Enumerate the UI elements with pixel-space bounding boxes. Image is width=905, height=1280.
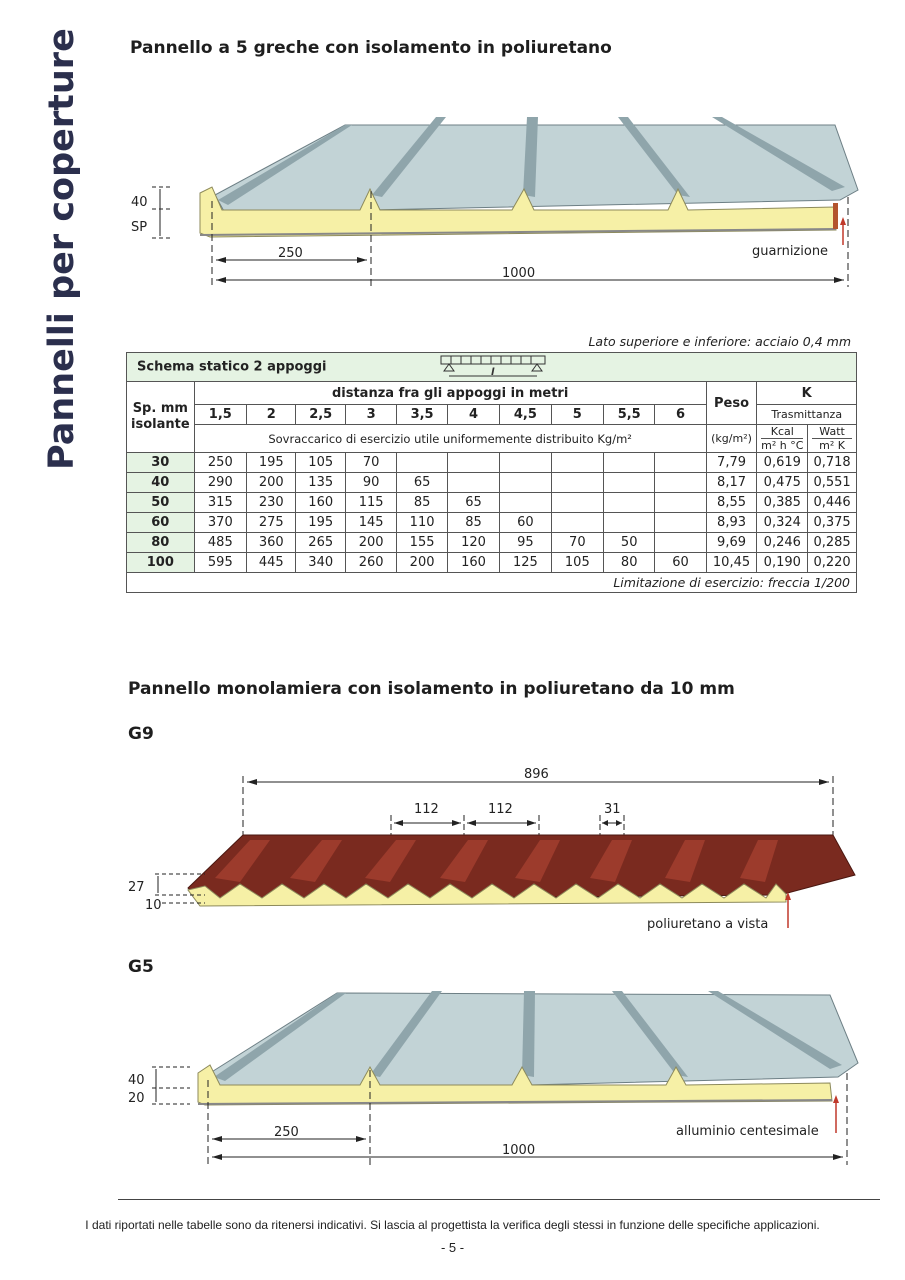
- load-cell: [655, 493, 706, 513]
- span-4: 3: [345, 405, 396, 425]
- load-cell: 110: [397, 513, 447, 533]
- g9-pitch-2: 112: [488, 802, 513, 817]
- thickness-cell: 60: [127, 513, 195, 533]
- load-cell: 200: [247, 473, 296, 493]
- load-cell: 160: [296, 493, 345, 513]
- peso-cell: 8,55: [706, 493, 757, 513]
- load-cell: 60: [500, 513, 551, 533]
- span-9: 5,5: [604, 405, 655, 425]
- g5-pitch: 250: [274, 1125, 299, 1140]
- load-cell: 370: [194, 513, 246, 533]
- span-5: 3,5: [397, 405, 447, 425]
- load-label: Sovraccarico di esercizio utile uniformemente distribuito Kg/m²: [194, 425, 706, 453]
- load-cell: 485: [194, 533, 246, 553]
- g5-drawing: [0, 985, 905, 1170]
- section2-title: Pannello monolamiera con isolamento in poliuretano da 10 mm: [128, 679, 735, 699]
- load-cell: 290: [194, 473, 246, 493]
- kcal-cell: 0,385: [757, 493, 808, 513]
- table-row: [127, 453, 857, 473]
- g9-code: G9: [128, 724, 154, 744]
- g9-pitch-1: 112: [414, 802, 439, 817]
- watt-cell: 0,551: [808, 473, 857, 493]
- beam-schema-icon: [439, 353, 549, 381]
- g5-rib-height: 40: [128, 1073, 145, 1088]
- load-cell: [551, 513, 603, 533]
- scheme-label: Schema statico 2 appoggi: [137, 359, 327, 375]
- footer-disclaimer: I dati riportati nelle tabelle sono da ritenersi indicativi. Si lascia al progettista la verifica degli stessi in funzione delle specifiche applicazioni.: [85, 1218, 820, 1232]
- load-cell: 105: [551, 553, 603, 573]
- load-cell: 70: [345, 453, 396, 473]
- section1-title: Pannello a 5 greche con isolamento in poliuretano: [130, 38, 612, 58]
- page-number: - 5 -: [440, 1240, 465, 1255]
- watt-cell: 0,718: [808, 453, 857, 473]
- load-cell: 265: [296, 533, 345, 553]
- load-cell: 195: [247, 453, 296, 473]
- thickness-cell: 100: [127, 553, 195, 573]
- table-body: [127, 453, 857, 573]
- gasket-label: guarnizione: [752, 244, 829, 259]
- kcal-label: Kcal: [761, 425, 803, 439]
- k-subtitle: Trasmittanza: [757, 405, 857, 425]
- g5-note: alluminio centesimale: [676, 1124, 819, 1139]
- g9-drawing: [0, 760, 905, 940]
- peso-cell: 10,45: [706, 553, 757, 573]
- load-cell: [447, 453, 499, 473]
- load-cell: [655, 533, 706, 553]
- span-3: 2,5: [296, 405, 345, 425]
- span-8: 5: [551, 405, 603, 425]
- load-cell: [655, 473, 706, 493]
- watt-label: Watt: [812, 425, 852, 439]
- table-row: [127, 533, 857, 553]
- thickness-cell: 80: [127, 533, 195, 553]
- load-cell: [397, 453, 447, 473]
- span-2: 2: [247, 405, 296, 425]
- span-header: distanza fra gli appoggi in metri: [194, 382, 706, 405]
- load-cell: 155: [397, 533, 447, 553]
- peso-unit: (kg/m²): [706, 425, 757, 453]
- g9-note: poliuretano a vista: [647, 917, 769, 932]
- span-6: 4: [447, 405, 499, 425]
- load-cell: 105: [296, 453, 345, 473]
- peso-cell: 8,17: [706, 473, 757, 493]
- g9-foam-thickness: 10: [145, 898, 162, 913]
- load-cell: 85: [397, 493, 447, 513]
- load-cell: 70: [551, 533, 603, 553]
- thickness-cell: 40: [127, 473, 195, 493]
- load-cell: [655, 453, 706, 473]
- load-cell: 120: [447, 533, 499, 553]
- load-cell: [500, 473, 551, 493]
- load-cell: 360: [247, 533, 296, 553]
- load-cell: 95: [500, 533, 551, 553]
- watt-unit: m² K: [819, 439, 845, 452]
- dim-rib-height: 40: [131, 195, 148, 210]
- g9-width: 896: [524, 767, 549, 782]
- load-cell: 60: [655, 553, 706, 573]
- span-10: 6: [655, 405, 706, 425]
- load-cell: 50: [604, 533, 655, 553]
- thickness-cell: 30: [127, 453, 195, 473]
- load-cell: 445: [247, 553, 296, 573]
- kcal-unit-cell: [757, 425, 808, 453]
- load-cell: 340: [296, 553, 345, 573]
- table-row: [127, 553, 857, 573]
- load-cell: [551, 473, 603, 493]
- load-cell: [604, 493, 655, 513]
- table-row: [127, 513, 857, 533]
- watt-cell: 0,375: [808, 513, 857, 533]
- load-cell: 260: [345, 553, 396, 573]
- side-title-text: Pannelli per coperture: [42, 28, 82, 470]
- load-cell: 65: [397, 473, 447, 493]
- load-cell: 65: [447, 493, 499, 513]
- header-row-1: [127, 382, 857, 405]
- peso-cell: 8,93: [706, 513, 757, 533]
- scheme-row: [127, 353, 857, 382]
- load-cell: [604, 473, 655, 493]
- peso-header: Peso: [706, 382, 757, 425]
- table-row: [127, 493, 857, 513]
- watt-cell: 0,285: [808, 533, 857, 553]
- span-symbol: l: [491, 367, 495, 378]
- load-cell: 315: [194, 493, 246, 513]
- k-header: [757, 382, 857, 405]
- panel-5-greche-drawing: [0, 105, 905, 295]
- load-cell: [500, 453, 551, 473]
- span-1: 1,5: [194, 405, 246, 425]
- load-cell: 595: [194, 553, 246, 573]
- limit-row: [127, 573, 857, 593]
- limit-note: Limitazione di esercizio: freccia 1/200: [127, 573, 857, 593]
- load-cell: 90: [345, 473, 396, 493]
- kcal-cell: 0,619: [757, 453, 808, 473]
- g5-foam-thickness: 20: [128, 1091, 145, 1106]
- g9-rib-top: 31: [604, 802, 621, 817]
- load-cell: [604, 453, 655, 473]
- load-cell: 275: [247, 513, 296, 533]
- peso-cell: 9,69: [706, 533, 757, 553]
- load-cell: 135: [296, 473, 345, 493]
- g5-width: 1000: [502, 1143, 536, 1158]
- header-row-3: [127, 425, 857, 453]
- load-cell: 80: [604, 553, 655, 573]
- kcal-cell: 0,246: [757, 533, 808, 553]
- load-cell: 115: [345, 493, 396, 513]
- load-cell: [655, 513, 706, 533]
- load-cell: 230: [247, 493, 296, 513]
- panel-gasket: [833, 203, 838, 229]
- load-cell: [551, 493, 603, 513]
- footer-divider: [118, 1199, 880, 1200]
- k-title: K: [801, 385, 812, 401]
- load-cell: 250: [194, 453, 246, 473]
- span-7: 4,5: [500, 405, 551, 425]
- load-cell: [500, 493, 551, 513]
- load-cell: [447, 473, 499, 493]
- load-cell: 200: [345, 533, 396, 553]
- watt-cell: 0,446: [808, 493, 857, 513]
- thickness-header: Sp. mm isolante: [131, 401, 190, 432]
- g9-height: 27: [128, 880, 145, 895]
- load-cell: [551, 453, 603, 473]
- dim-pitch: 250: [278, 246, 303, 261]
- dim-thickness: SP: [131, 220, 148, 235]
- load-cell: 85: [447, 513, 499, 533]
- dim-width: 1000: [502, 266, 536, 281]
- kcal-cell: 0,324: [757, 513, 808, 533]
- thickness-cell: 50: [127, 493, 195, 513]
- load-cell: 160: [447, 553, 499, 573]
- load-cell: 145: [345, 513, 396, 533]
- kcal-cell: 0,475: [757, 473, 808, 493]
- g5-code: G5: [128, 957, 154, 977]
- load-cell: 200: [397, 553, 447, 573]
- kcal-cell: 0,190: [757, 553, 808, 573]
- kcal-unit: m² h °C: [761, 439, 804, 452]
- load-cell: 125: [500, 553, 551, 573]
- table-row: [127, 473, 857, 493]
- load-table: [126, 352, 857, 593]
- peso-cell: 7,79: [706, 453, 757, 473]
- material-note: Lato superiore e inferiore: acciaio 0,4 mm: [588, 334, 851, 349]
- watt-unit-cell: [808, 425, 857, 453]
- load-cell: [604, 513, 655, 533]
- watt-cell: 0,220: [808, 553, 857, 573]
- load-cell: 195: [296, 513, 345, 533]
